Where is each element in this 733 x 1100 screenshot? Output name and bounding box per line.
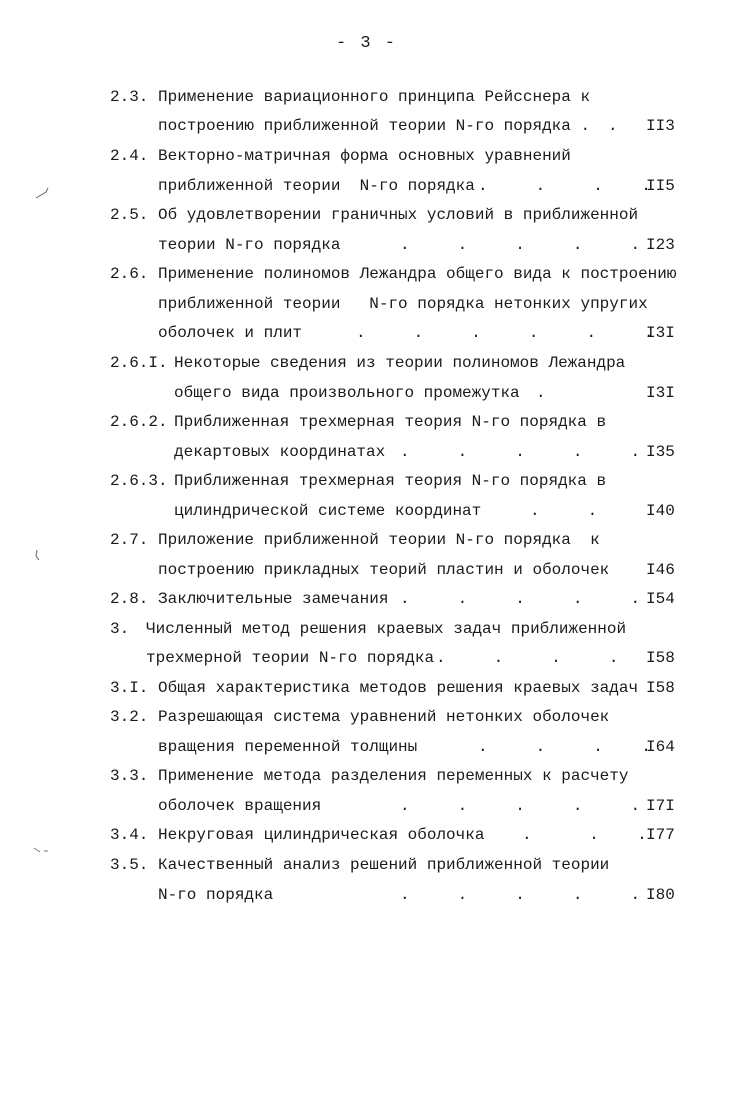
toc-leader-dots: . . . . <box>478 738 651 756</box>
toc-entry-number: 2.3. <box>110 88 149 106</box>
toc-leader-dots: . . . <box>522 826 647 844</box>
toc-entry-page: I46 <box>646 561 675 579</box>
toc-entry-title-line: декартовых координатах <box>174 443 386 461</box>
toc-entry-page: II5 <box>646 177 675 195</box>
toc-entry-number: 2.6.I. <box>110 354 168 372</box>
toc-entry-number: 2.6. <box>110 265 149 283</box>
toc-entry-title-line: Приложение приближенной теории N-го порядка к <box>158 531 600 549</box>
toc-entry-number: 3.4. <box>110 826 149 844</box>
toc-entry-number: 3.I. <box>110 679 149 697</box>
toc-entry-title-line: Заключительные замечания <box>158 590 389 608</box>
toc-entry-page: I3I <box>646 384 675 402</box>
toc-leader-dots: . . . . . <box>400 443 641 461</box>
toc-entry-title-line: вращения переменной толщины <box>158 738 418 756</box>
page-number: - 3 - <box>335 34 397 53</box>
toc-entry-title-line: Разрешающая система уравнений нетонких оболочек <box>158 708 610 726</box>
toc-entry-title-line: Приближенная трехмерная теория N-го порядка в <box>174 413 607 431</box>
toc-entry-page: I64 <box>646 738 675 756</box>
toc-entry-number: 2.6.3. <box>110 472 168 490</box>
toc-entry-number: 2.7. <box>110 531 149 549</box>
toc-entry-page: I3I <box>646 324 675 342</box>
toc-leader-dots: . . . . <box>478 177 651 195</box>
toc-entry-title-line: Векторно-матричная форма основных уравнений <box>158 147 571 165</box>
toc-entry-number: 2.5. <box>110 206 149 224</box>
toc-entry-title-line: Некоторые сведения из теории полиномов Лежандра <box>174 354 626 372</box>
toc-entry-number: 2.6.2. <box>110 413 168 431</box>
toc-entry-title-line: Применение полиномов Лежандра общего вида к построению <box>158 265 677 283</box>
toc-entry-title-line: общего вида произвольного промежутка <box>174 384 520 402</box>
toc-entry-title-line: приближенной теории N-го порядка <box>158 177 475 195</box>
toc-entry-title-line: N-го порядка <box>158 886 274 904</box>
toc-entry-title-line: цилиндрической системе координат <box>174 502 482 520</box>
toc-entry-title-line: приближенной теории N-го порядка нетонких упругих <box>158 295 648 313</box>
toc-entry-number: 3.5. <box>110 856 149 874</box>
toc-entry-title-line: построению приближенной теории N-го порядка . <box>158 117 591 135</box>
toc-leader-dots: . . . . . <box>400 886 641 904</box>
toc-leader-dots: . . . . . <box>400 236 641 254</box>
scan-mark <box>34 186 50 200</box>
toc-entry-page: I7I <box>646 797 675 815</box>
toc-entry-title-line: Применение вариационного принципа Рейсснера к <box>158 88 591 106</box>
toc-entry-title-line: построению прикладных теорий пластин и оболочек <box>158 561 610 579</box>
toc-entry-page: I23 <box>646 236 675 254</box>
toc-entry-title-line: Качественный анализ решений приближенной теории <box>158 856 610 874</box>
scan-mark <box>32 548 42 562</box>
toc-entry-title-line: Применение метода разделения переменных к расчету <box>158 767 629 785</box>
toc-entry-number: 2.8. <box>110 590 149 608</box>
toc-entry-title-line: трехмерной теории N-го порядка <box>146 649 435 667</box>
toc-entry-number: 3.3. <box>110 767 149 785</box>
scan-mark <box>32 846 50 854</box>
toc-entry-title-line: теории N-го порядка <box>158 236 341 254</box>
toc-leader-dots: . . . . . <box>400 590 641 608</box>
toc-entry-number: 3.2. <box>110 708 149 726</box>
toc-entry-title-line: оболочек и плит <box>158 324 303 342</box>
toc-entry-title-line: Приближенная трехмерная теория N-го порядка в <box>174 472 607 490</box>
toc-entry-title-line: Численный метод решения краевых задач приближенной <box>146 620 627 638</box>
toc-entry-page: I58 <box>646 679 675 697</box>
toc-entry-page: I40 <box>646 502 675 520</box>
toc-entry-title-line: Общая характеристика методов решения краевых задач <box>158 679 639 697</box>
toc-leader-dots: . . . . . . <box>356 324 654 342</box>
toc-leader-dot: . <box>608 117 618 135</box>
toc-entry-title-line: оболочек вращения <box>158 797 322 815</box>
toc-entry-title-line: Некруговая цилиндрическая оболочка <box>158 826 485 844</box>
toc-entry-page: II3 <box>646 117 675 135</box>
toc-leader-dot: . <box>536 384 546 402</box>
toc-entry-page: I77 <box>646 826 675 844</box>
toc-entry-number: 2.4. <box>110 147 149 165</box>
toc-entry-page: I80 <box>646 886 675 904</box>
toc-leader-dots: . . . . . <box>400 797 641 815</box>
toc-entry-title-line: Об удовлетворении граничных условий в приближенной <box>158 206 639 224</box>
toc-entry-page: I58 <box>646 649 675 667</box>
toc-leader-dots: . . <box>530 502 598 520</box>
toc-entry-number: 3. <box>110 620 130 638</box>
toc-leader-dots: . . . . <box>436 649 619 667</box>
toc-entry-page: I35 <box>646 443 675 461</box>
toc-entry-page: I54 <box>646 590 675 608</box>
